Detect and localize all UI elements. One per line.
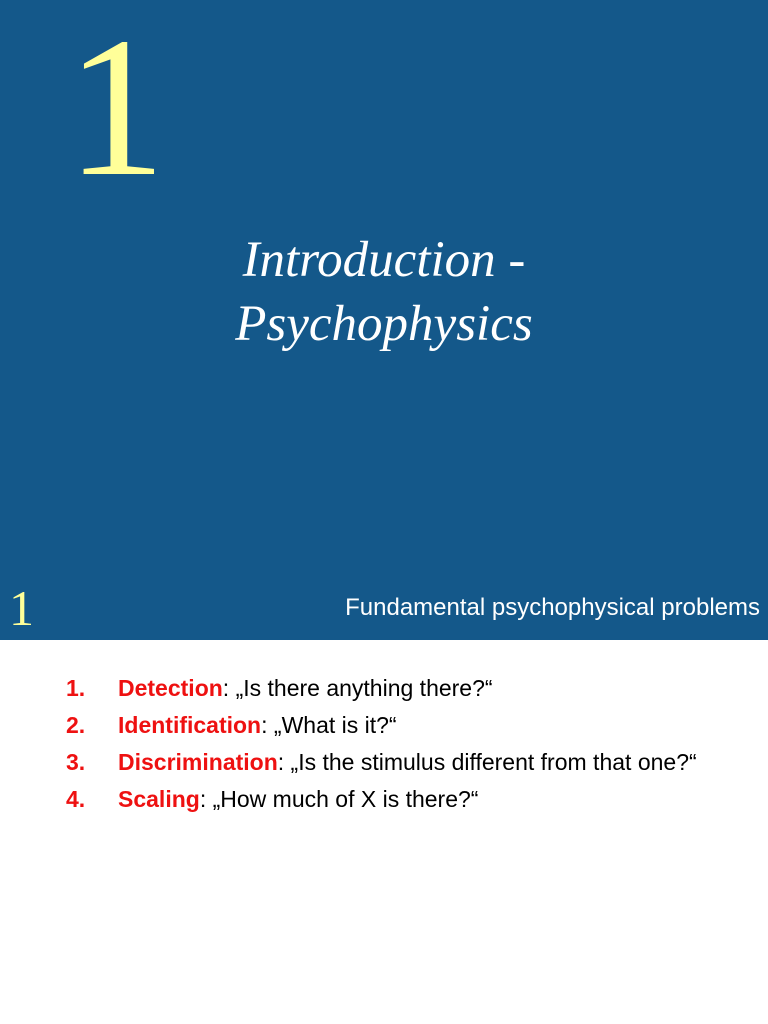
item-number: 2. [66,712,86,738]
section-subtitle: Fundamental psychophysical problems [345,594,760,621]
title-line-2: Psychophysics [235,296,533,352]
chapter-number-large: 1 [66,0,166,218]
list-item [0,748,768,777]
list-item [0,785,768,814]
slide-title [0,228,768,356]
item-text: : „Is the stimulus different from that one?“ [277,749,697,775]
item-term: Identification [118,712,262,738]
chapter-number-small: 1 [9,580,34,636]
list-item [0,674,768,703]
title-line-1: Introduction - [242,232,526,288]
item-term: Discrimination [118,749,278,775]
list-item [0,711,768,740]
item-text: : „How much of X is there?“ [199,786,479,812]
problems-list [0,674,768,822]
item-number: 4. [66,786,86,812]
item-term: Detection [118,675,223,701]
item-number: 3. [66,749,86,775]
item-text: : „Is there anything there?“ [222,675,493,701]
item-text: : „What is it?“ [261,712,397,738]
item-number: 1. [66,675,86,701]
item-term: Scaling [118,786,200,812]
